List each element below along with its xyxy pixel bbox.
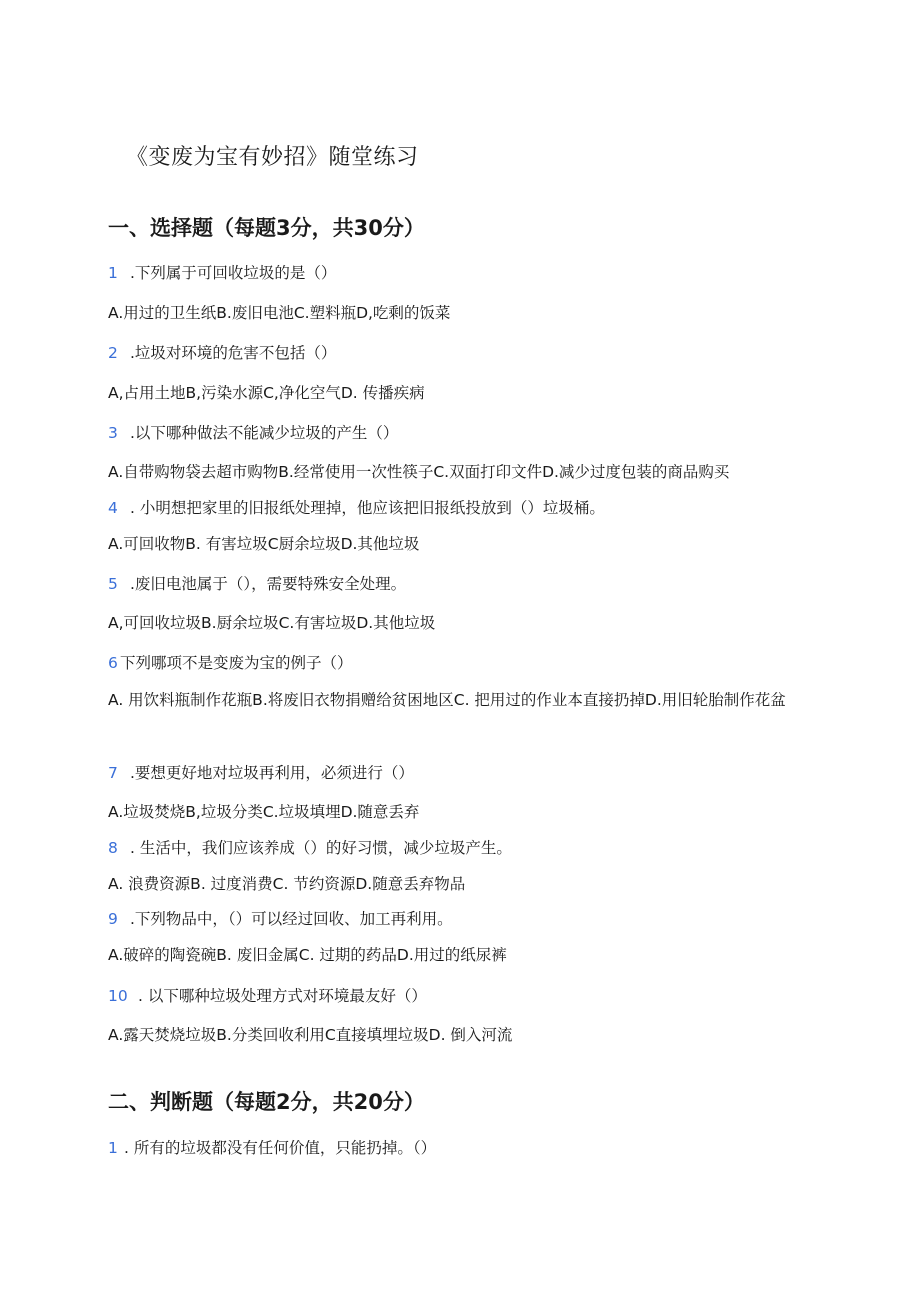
document-title: 《变废为宝有妙招》随堂练习 (126, 145, 419, 170)
question-number: 5 (108, 575, 118, 593)
question-6 (108, 651, 353, 673)
question-number: 6 (108, 654, 118, 672)
section-heading-choice: 一、选择题（每题3分，共30分） (108, 216, 425, 240)
question-text: . 小明想把家里的旧报纸处理掉，他应该把旧报纸投放到（）垃圾桶。 (130, 499, 605, 517)
question-number: 10 (108, 987, 128, 1005)
question-text: . 以下哪种垃圾处理方式对环境最友好（） (138, 987, 427, 1005)
section-heading-judgment: 二、判断题（每题2分，共20分） (108, 1090, 425, 1114)
question-5 (108, 572, 406, 594)
question-number: 9 (108, 910, 118, 928)
question-text: .废旧电池属于（），需要特殊安全处理。 (130, 575, 407, 593)
question-8 (108, 836, 512, 858)
question-1-options: A.用过的卫生纸B.废旧电池C.塑料瓶D,吃剩的饭菜 (108, 304, 451, 322)
question-text: .以下哪种做法不能减少垃圾的产生（） (130, 424, 399, 442)
question-number: 1 (108, 1139, 118, 1157)
question-number: 3 (108, 424, 118, 442)
question-number: 1 (108, 264, 118, 282)
question-5-options: A,可回收垃圾B.厨余垃圾C.有害垃圾D.其他垃圾 (108, 614, 436, 632)
question-text: .下列属于可回收垃圾的是（） (130, 264, 337, 282)
question-4-options: A.可回收物B. 有害垃圾C厨余垃圾D.其他垃圾 (108, 535, 420, 553)
question-2 (108, 341, 336, 363)
judgment-question-1 (108, 1136, 436, 1158)
question-8-options: A. 浪费资源B. 过度消费C. 节约资源D.随意丢弃物品 (108, 875, 466, 893)
question-10 (108, 984, 427, 1006)
question-9-options: A.破碎的陶瓷碗B. 废旧金属C. 过期的药品D.用过的纸尿裤 (108, 946, 507, 964)
question-2-options: A,占用土地B,污染水源C,净化空气D. 传播疾病 (108, 384, 425, 402)
question-10-options: A.露天焚烧垃圾B.分类回收利用C直接填埋垃圾D. 倒入河流 (108, 1026, 513, 1044)
question-text: .要想更好地对垃圾再利用，必须进行（） (130, 764, 414, 782)
question-7 (108, 761, 414, 783)
question-3 (108, 421, 398, 443)
question-1 (108, 261, 336, 283)
question-7-options: A.垃圾焚烧B,垃圾分类C.垃圾填埋D.随意丢弃 (108, 803, 420, 821)
question-number: 2 (108, 344, 118, 362)
question-text: . 生活中，我们应该养成（）的好习惯，减少垃圾产生。 (130, 839, 512, 857)
question-3-options: A.自带购物袋去超市购物B.经常使用一次性筷子C.双面打印文件D.减少过度包装的商品购买 (108, 463, 730, 481)
question-text: 下列哪项不是变废为宝的例子（） (120, 654, 353, 672)
question-number: 7 (108, 764, 118, 782)
question-text: .垃圾对环境的危害不包括（） (130, 344, 337, 362)
question-number: 8 (108, 839, 118, 857)
question-text: . 所有的垃圾都没有任何价值，只能扔掉。（） (124, 1139, 437, 1157)
question-text: .下列物品中，（）可以经过回收、加工再利用。 (130, 910, 453, 928)
question-9 (108, 907, 453, 929)
question-number: 4 (108, 499, 118, 517)
question-6-options: A. 用饮料瓶制作花瓶B.将废旧衣物捐赠给贫困地区C. 把用过的作业本直接扔掉D.用旧轮胎制作花盆 (108, 691, 786, 709)
question-4 (108, 496, 605, 518)
